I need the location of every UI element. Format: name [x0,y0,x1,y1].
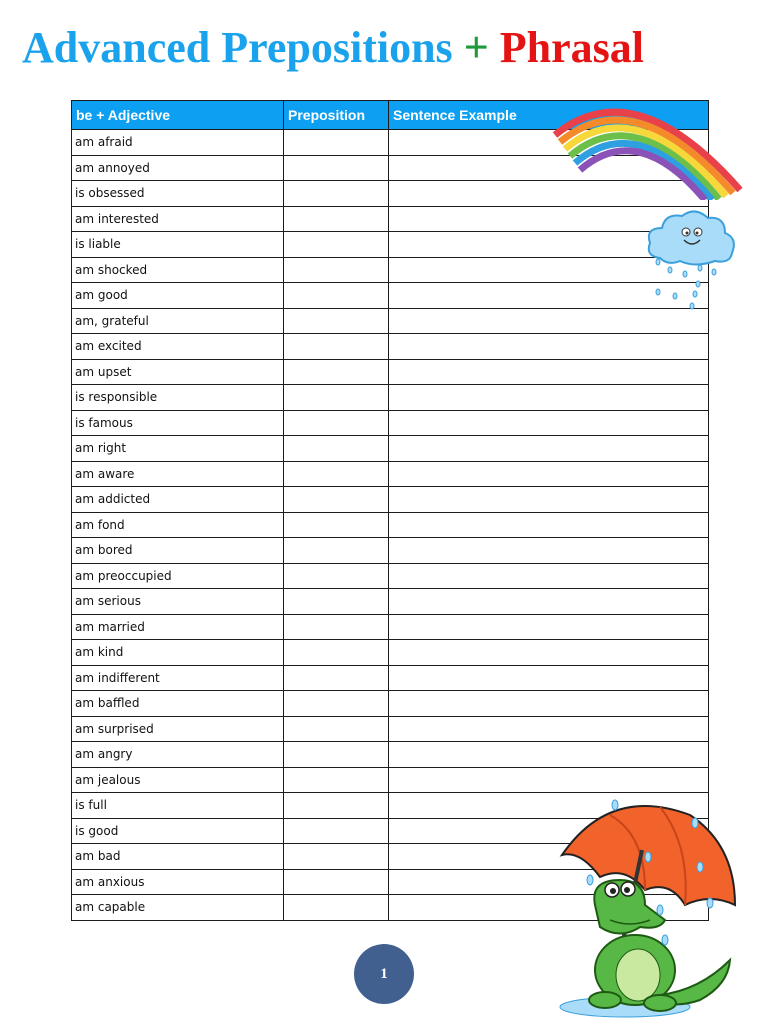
adjective-cell: am jealous [72,767,284,793]
sentence-example-cell[interactable] [389,538,709,564]
preposition-cell[interactable] [284,614,389,640]
adjective-cell: am aware [72,461,284,487]
table-row [72,487,709,513]
table-row [72,614,709,640]
header-sentence-example: Sentence Example [389,101,709,130]
adjective-cell: am bored [72,538,284,564]
table-row [72,359,709,385]
adjective-cell: am kind [72,640,284,666]
preposition-cell[interactable] [284,665,389,691]
adjective-cell: am bad [72,844,284,870]
preposition-cell[interactable] [284,181,389,207]
table-row [72,538,709,564]
table-row [72,461,709,487]
adjective-cell: am excited [72,334,284,360]
table-row [72,410,709,436]
table-row [72,257,709,283]
adjective-cell: am afraid [72,130,284,156]
preposition-cell[interactable] [284,818,389,844]
preposition-cell[interactable] [284,410,389,436]
adjective-cell: am fond [72,512,284,538]
adjective-cell: am indifferent [72,665,284,691]
sentence-example-cell[interactable] [389,640,709,666]
sentence-example-cell[interactable] [389,691,709,717]
header-preposition: Preposition [284,101,389,130]
adjective-cell: am addicted [72,487,284,513]
sentence-example-cell[interactable] [389,385,709,411]
preposition-cell[interactable] [284,742,389,768]
adjective-cell: am surprised [72,716,284,742]
preposition-cell[interactable] [284,436,389,462]
preposition-cell[interactable] [284,793,389,819]
adjective-cell: am annoyed [72,155,284,181]
adjective-cell: am shocked [72,257,284,283]
table-row [72,436,709,462]
preposition-cell[interactable] [284,563,389,589]
adjective-cell: am good [72,283,284,309]
preposition-cell[interactable] [284,359,389,385]
preposition-cell[interactable] [284,487,389,513]
table-row [72,640,709,666]
sentence-example-cell[interactable] [389,589,709,615]
preposition-cell[interactable] [284,640,389,666]
page-title [22,22,644,74]
adjective-cell: am upset [72,359,284,385]
table-row [72,512,709,538]
adjective-cell: am right [72,436,284,462]
sentence-example-cell[interactable] [389,334,709,360]
adjective-cell: is full [72,793,284,819]
crocodile-with-umbrella-icon [550,795,750,1020]
adjective-cell: is famous [72,410,284,436]
adjective-cell: is liable [72,232,284,258]
table-row [72,334,709,360]
sentence-example-cell[interactable] [389,767,709,793]
preposition-cell[interactable] [284,589,389,615]
header-be-adjective: be + Adjective [72,101,284,130]
preposition-cell[interactable] [284,869,389,895]
sentence-example-cell[interactable] [389,461,709,487]
sentence-example-cell[interactable] [389,487,709,513]
table-row [72,232,709,258]
adjective-cell: am interested [72,206,284,232]
adjective-cell: am capable [72,895,284,921]
preposition-cell[interactable] [284,844,389,870]
preposition-cell[interactable] [284,232,389,258]
preposition-cell[interactable] [284,130,389,156]
preposition-cell[interactable] [284,385,389,411]
sentence-example-cell[interactable] [389,436,709,462]
table-row [72,385,709,411]
table-row [72,283,709,309]
sentence-example-cell[interactable] [389,742,709,768]
adjective-cell: am preoccupied [72,563,284,589]
adjective-cell: am, grateful [72,308,284,334]
table-row [72,206,709,232]
table-row [72,308,709,334]
preposition-cell[interactable] [284,538,389,564]
sentence-example-cell[interactable] [389,665,709,691]
preposition-cell[interactable] [284,895,389,921]
sentence-example-cell[interactable] [389,716,709,742]
adjective-cell: is good [72,818,284,844]
sentence-example-cell[interactable] [389,614,709,640]
sentence-example-cell[interactable] [389,563,709,589]
adjective-cell: am anxious [72,869,284,895]
adjective-cell: is obsessed [72,181,284,207]
preposition-cell[interactable] [284,206,389,232]
sentence-example-cell[interactable] [389,512,709,538]
sentence-example-cell[interactable] [389,359,709,385]
preposition-cell[interactable] [284,155,389,181]
adjective-cell: am angry [72,742,284,768]
adjective-cell: is responsible [72,385,284,411]
title-part-advanced-prepositions: Advanced Prepositions [22,23,453,72]
title-part-phrasal: Phrasal [499,23,644,72]
table-row [72,665,709,691]
preposition-cell[interactable] [284,283,389,309]
rainbow-icon [540,90,750,200]
preposition-cell[interactable] [284,512,389,538]
page-number-badge [354,944,414,1004]
preposition-cell[interactable] [284,461,389,487]
table-row [72,691,709,717]
title-part-plus: + [463,23,489,72]
preposition-cell[interactable] [284,308,389,334]
preposition-cell[interactable] [284,716,389,742]
preposition-cell[interactable] [284,691,389,717]
table-row [72,716,709,742]
table-row [72,742,709,768]
preposition-cell[interactable] [284,767,389,793]
smiling-rain-cloud-icon [640,198,740,313]
page-number: 1 [380,965,388,982]
table-row [72,767,709,793]
table-row [72,589,709,615]
sentence-example-cell[interactable] [389,410,709,436]
preposition-cell[interactable] [284,257,389,283]
adjective-cell: am baffled [72,691,284,717]
preposition-cell[interactable] [284,334,389,360]
adjective-cell: am serious [72,589,284,615]
table-row [72,563,709,589]
adjective-cell: am married [72,614,284,640]
